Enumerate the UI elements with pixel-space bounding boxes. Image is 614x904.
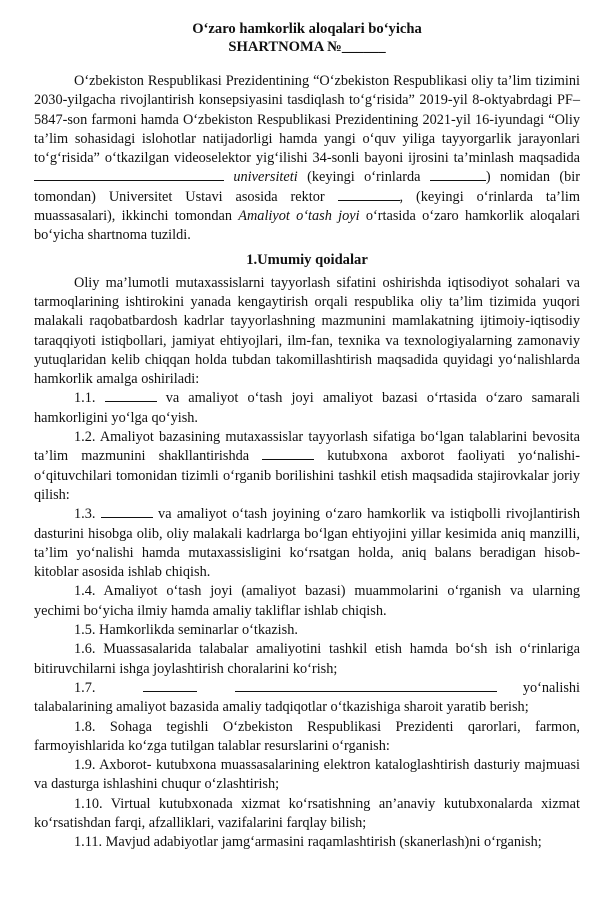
- list-item: 1.11. Mavjud adabiyotlar jamg‘armasini raqamlashtirish (skanerlash)ni o‘rganish;: [74, 834, 542, 851]
- intro-university-word: universiteti: [233, 169, 298, 186]
- intro-text-5: o‘rtasida o‘zaro hamkorlik aloqalari bo‘yicha shartnoma tuzildi.: [34, 208, 580, 244]
- list-item: 1.9. Axborot- kutubxona muassasalarining elektron kataloglashtirish dasturiy majmuasi va dasturga ishlashini chuqur o‘zlashtirish;: [34, 757, 580, 793]
- blank-field[interactable]: [338, 188, 400, 201]
- intro-practice-place: Amaliyot o‘tash joyi: [238, 208, 360, 225]
- blank-field[interactable]: [143, 679, 197, 692]
- item-number: 1.7.: [74, 679, 96, 696]
- list-item: [34, 428, 580, 505]
- intro-text-3: ) nomidan (bir tomondan) Universitet Ustavi asosida rektor: [34, 169, 580, 205]
- blank-field[interactable]: [34, 168, 224, 181]
- intro-text-4: , (keyingi o‘rinlarda ta’lim muassasalari), ikkinchi tomondan: [34, 188, 580, 225]
- document-title-line1: O‘zaro hamkorlik aloqalari bo‘yicha: [192, 21, 422, 37]
- blank-field[interactable]: [262, 447, 314, 460]
- item-text: yo‘nalishi: [522, 679, 581, 696]
- blank-field[interactable]: [101, 505, 153, 518]
- item-number: 1.1.: [74, 390, 96, 407]
- list-item: 1.6. Muassasalarida talabalar amaliyotini tashkil etish hamda bo‘sh ish o‘rinlariga bitiruvchilarni ishga joylashtirish choralarini ko‘rish;: [34, 641, 580, 677]
- blank-field[interactable]: [105, 389, 157, 402]
- list-item: 1.8. Sohaga tegishli O‘zbekiston Respublikasi Prezidenti qarorlari, farmon, farmoyishlarida ko‘zga tutilgan talablar resurslarini o‘rganish:: [34, 718, 580, 754]
- list-item: [34, 505, 580, 582]
- intro-text: O‘zbekiston Respublikasi Prezidentining “O‘zbekiston Respublikasi oliy ta’lim tizimini 2030-yilgacha rivojlantirish konsepsiyasini tasdiqlash to‘g‘risida” 2019-yil 8-oktyabrdagi PF–5847-son farmoni hamda O‘zbekiston Respublikasi Prezidentining 2021-yil 16-iyundagi “Oliy ta’lim sohasidagi islohotlar natijadorligi hamda yangi o‘quv yiliga tayyorgarlik jarayonlari to‘g‘risida” o‘tkazilgan videoselektor yig‘ilishi 34-sonli bayoni ijrosini ta’minlash maqsadida: [34, 73, 580, 167]
- item-text: va amaliyot o‘tash joyining o‘zaro hamkorlik va istiqbolli rivojlantirish dasturini hisobga olib, oliy malakali kadrlarga bo‘lgan ehtiyojini yillar kesimida aniq manzilli, ta’lim yo‘nalishi hamda mutaxassisligini ko‘rsatgan holda, aniq balans beradigan hisob-kitoblar asosida ishlab chiqish.: [34, 506, 580, 581]
- list-item: 1.5. Hamkorlikda seminarlar o‘tkazish.: [74, 622, 298, 639]
- intro-paragraph: [34, 72, 580, 246]
- list-item: 1.10. Virtual kutubxonada xizmat ko‘rsatishning an’anaviy kutubxonalarda xizmat ko‘rsatishdan farqi, afzalliklari, vazifalarini farqlay bilish;: [34, 795, 580, 831]
- document-title-line2: SHARTNOMA №______: [228, 39, 386, 55]
- blank-field[interactable]: [235, 679, 497, 692]
- item-text: kutubxona axborot faoliyati yo‘nalishi-o‘qituvchilari tomonidan tizimli o‘rganib borilishini tashkil etish maqsadida stajirovkalar joriy qilish:: [34, 448, 580, 503]
- list-item: [34, 679, 580, 698]
- list-item: talabalarining amaliyot bazasida amaliy tadqiqotlar o‘tkazishiga sharoit yaratib berish;: [34, 699, 529, 716]
- item-text: 1.2. Amaliyot bazasining mutaxassislar tayyorlash sifatiga bo‘lgan talablarini bevosita ta’lim mazmunini shakllantirishda: [34, 429, 580, 465]
- section-heading: 1.Umumiy qoidalar: [246, 251, 368, 268]
- list-item: 1.4. Amaliyot o‘tash joyi (amaliyot bazasi) muammolarini o‘rganish va ularning yechimi bo‘yicha ilmiy hamda amaliy takliflar ishlab chiqish.: [34, 583, 580, 619]
- item-number: 1.3.: [74, 506, 96, 523]
- list-item: [34, 389, 580, 428]
- blank-field[interactable]: [430, 168, 486, 181]
- section-intro-paragraph: Oliy ma’lumotli mutaxassislarni tayyorlash sifatini oshirishda iqtisodiyot sohalari va tarmoqlarining ishtirokini yanada kengaytirish orqali respublika oliy ta’lim tizimida yuqori malakali raqobatbardosh kadrlar tayyorlashning mazmunini mamlakatning ijtimoiy-iqtisodiy taraqqiyoti istiqbollari, jamiyat ehtiyojlari, ilm-fan, texnika va texnologiyalarning zamonaviy yutuqlaridan kelib chiqqan holda tubdan takomillashtirish maqsadida quyidagi yo‘nalishlarda hamkorlik amalga oshiriladi:: [34, 274, 580, 388]
- item-text: va amaliyot o‘tash joyi amaliyot bazasi o‘rtasida o‘zaro samarali hamkorligini yo‘lga qo‘yish.: [34, 390, 581, 426]
- intro-text-2: (keyingi o‘rinlarda: [307, 169, 421, 186]
